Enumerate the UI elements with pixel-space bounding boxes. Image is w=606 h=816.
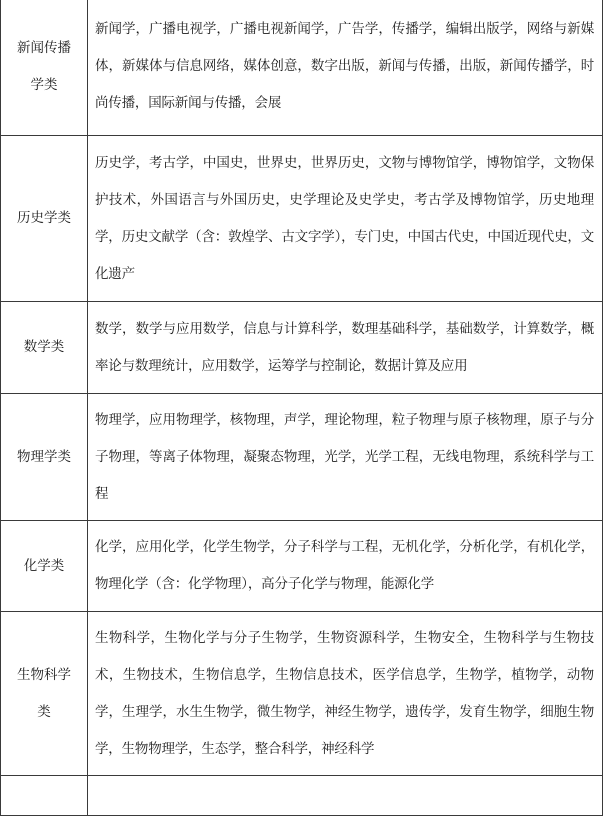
majors-cell: 新闻学，广播电视学，广播电视新闻学，广告学，传播学，编辑出版学，网络与新媒体，新媒体与信息网络，媒体创意，数字出版，新闻与传播，出版，新闻传播学，时尚传播，国际新闻与传播，会展 (88, 0, 603, 136)
category-label: 数学类 (23, 339, 65, 355)
majors-cell: 化学，应用化学，化学生物学，分子科学与工程，无机化学，分析化学，有机化学，物理化学（含：化学物理），高分子化学与物理，能源化学 (88, 521, 603, 612)
table-row (1, 302, 603, 394)
table-row (1, 136, 603, 302)
category-label: 新闻传播学类 (17, 39, 71, 93)
category-cell (1, 394, 88, 521)
category-label: 生物科学类 (17, 666, 71, 720)
category-cell (1, 302, 88, 394)
table-row (1, 521, 603, 612)
majors-cell: 物理学，应用物理学，核物理，声学，理论物理，粒子物理与原子核物理，原子与分子物理，等离子体物理，凝聚态物理，光学，光学工程，无线电物理，系统科学与工程 (88, 394, 603, 521)
category-cell (1, 136, 88, 302)
majors-cell-empty (88, 776, 603, 816)
table-row (1, 776, 603, 816)
majors-cell: 数学，数学与应用数学，信息与计算科学，数理基础科学，基础数学，计算数学，概率论与数理统计，应用数学，运筹学与控制论，数据计算及应用 (88, 302, 603, 394)
majors-cell: 生物科学，生物化学与分子生物学，生物资源科学，生物安全，生物科学与生物技术，生物技术，生物信息学，生物信息技术，医学信息学，生物学，植物学，动物学，生理学，水生生物学，微生物学，神经生物学，遗传学，发育生物学，细胞生物学，生物物理学，生态学，整合科学，神经科学 (88, 612, 603, 776)
category-cell (1, 612, 88, 776)
category-label: 物理学类 (17, 448, 71, 465)
category-cell-empty (1, 776, 88, 816)
category-label: 化学类 (23, 557, 65, 574)
category-cell (1, 521, 88, 612)
category-label: 历史学类 (17, 210, 71, 226)
category-cell (1, 0, 88, 136)
table-row (1, 0, 603, 136)
table-row (1, 394, 603, 521)
table-row (1, 612, 603, 776)
majors-cell: 历史学，考古学，中国史，世界史，世界历史，文物与博物馆学，博物馆学，文物保护技术，外国语言与外国历史，史学理论及史学史，考古学及博物馆学，历史地理学，历史文献学（含：敦煌学、古文字学），专门史，中国古代史，中国近现代史，文化遗产 (88, 136, 603, 302)
